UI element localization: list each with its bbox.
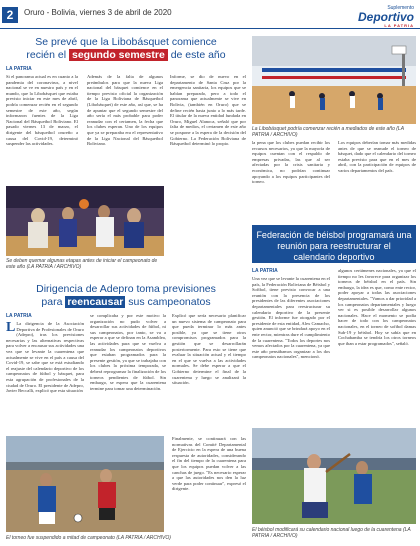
supplement-name: Deportivo <box>357 10 414 24</box>
header-rule <box>0 28 420 29</box>
article1-photo-caption <box>6 258 166 270</box>
article3-col2-text: algunos certámenes nacionales, ya que el tiempo no les favorece para organizar los torneos de béisbol en el país. Sin embargo, la idea es que, como ente rector, poder apoyar a todas las asociaciones departamentales. "Vamos a dar prioridad a los campeonatos departamentales y luego ver si es posible desarrollar algunos nacionales. Hace el momento se podía hacer de todo con los campeonatos nacionales, en el torneo de softbol damas Sub-19 y béisbol. Hoy se sabía que en Cochabamba se tendría los otros torneos que iban a estar programados", señaló. <box>338 268 416 346</box>
arena-caption-text: La Libobásquet podría comenzar recién a mediados de este año <box>252 126 395 132</box>
article2-headline-highlight: reencausar <box>67 296 124 308</box>
article2-column-4 <box>172 436 246 532</box>
article3-col1-text: Una vez que se levante la cuarentena en el país, la Federación Boliviana de Béisbol y Softbol, tiene previsto convocar a una reunión con la presencia de los presidentes de las diferentes asociaciones departamentales para reestructurar su calendario deportivo de la presente gestión. El informe fue otorgado por el presidente de esta entidad, Alex Camacho, quien anunció que se brindará apoyo en el ente rector, mientras dure el cumplimiento de la cuarentena. "Todos los deportes nos vemos afectados por la cuarentena, ya que este año pensábamos organizar a los dos campeonatos nacionales", mencionó. <box>252 276 330 360</box>
page-number: 2 <box>2 7 18 23</box>
article2-caption-credit: (LA PATRIA / ARCHIVO) <box>116 535 171 541</box>
article2-col3-text: Explicó que sería necesario planificar un nuevo sistema de campeonato para que pueda terminar lo más antes posible, ya que se tiene otros compromisos programados para la gestión que se desarrollarán posteriormente. Para esto se tiene que evaluar la situación actual y el tiempo en el que se vuelva a las actividades normales. Se debe esperar a que el Gobierno determine el final de la cuarentena y luego se analizará la situación. <box>172 313 246 386</box>
right-column-2 <box>338 140 416 220</box>
supplement-label: Suplemento <box>387 5 414 11</box>
arena-caption-credit: (LA PATRIA / ARCHIVO) <box>252 126 404 138</box>
article2-byline: LA PATRIA <box>6 313 32 319</box>
article1-headline-mid: recién el <box>26 49 69 61</box>
article2-dropcap: L <box>6 321 16 335</box>
article2-column-1 <box>6 321 84 433</box>
article3-caption-credit: (LA PATRIA / ARCHIVO) <box>252 527 411 539</box>
article1-col3-text: Informe, se dio de nuevo en el departamento de Santa Cruz por la emergencia sanitaria, los equipos que se habían preparado, pero a todo el panorama que actualmente se vive en Bolivia, (también en Oruro) que se define recién hasta junio a lo más tarde. El titular de la nueva entidad fundada en Oruro, Miguel Alanoca, señaló que por falta de medios, el certamen de este año se pospone a la espera de la decisión del Gobierno. La Federación Boliviana de Básquetbol determinó lo propio. <box>170 74 246 147</box>
dateline: Oruro - Bolivia, viernes 3 de abril de 2020 <box>24 8 172 17</box>
article2-col4-text: Finalmente, se continuará con las normativas del Comité Departamental de Ejercicio en la espera de una buena respuesta de autoridades, considerando el fin del tiempo de la cuarentena para que los equipos puedan volver a las canchas de juego. "Es necesario esperar a que las autoridades nos den la luz verde para poder continuar", expresó el dirigente. <box>172 436 246 492</box>
article3-column-2 <box>338 268 416 424</box>
article1-col2-text: Además de la falta de algunos preámbulos para que la nueva Liga nacional del básquet comience en el tiempo previsto oficial la organización de la Liga Boliviana de Básquetbol (Libobásquet) de este año, así que, se ha de apuntar que el segundo semestre del año sería el más probable para poder reanudar con el certamen, la fecha que los clubes esperan. Uno de los equipos que ya se preparaba era el representativo de la Liga Nacional del Básquetbol Boliviano. <box>87 74 163 147</box>
soccer-scene-image <box>6 436 164 532</box>
article2-col1-text: La dirigencia de la Asociación Deportiva de Profesionales de Oruro (Adepro), tras los previsiones necesarias y las alternativas respectivas para volver a encausar sus actividades una vez que se levante la cuarentena que actualmente se vive en el país a causa del Covid-19, se sabe que se está estudiando el reajuste del calendario deportivo de los campeonatos de fútbol y básquet, para esta agrupación de profesionales de la ciudad de Oruro. El presidente de Adepro, Javier Beccalli, explicó que esta situación <box>6 321 84 394</box>
baseball-scene-image <box>252 428 416 524</box>
article1-caption-credit: (LA PATRIA / ARCHIVO) <box>26 264 82 270</box>
article1-headline-post: de este año <box>167 49 226 61</box>
article2-headline-pre: para <box>41 296 66 308</box>
page-header <box>0 0 420 30</box>
article2-photo-caption <box>6 535 246 541</box>
arena-photo-caption <box>252 126 416 138</box>
basketball-arena-image <box>252 36 416 124</box>
article2-headline-line1: Dirigencia de Adepro toma previsiones <box>36 283 216 295</box>
article1-headline-line1: Se prevé que la Libobásquet comience <box>35 36 217 48</box>
right-col2-text: Los equipos deberían tomar más medidas antes de que se reanude el torneo de básquet, dado que el calendario del torneo estaba previsto para que en el mes de abril, con la participación de equipos de varios departamentos del país. <box>338 140 416 173</box>
article1-headline <box>6 36 246 62</box>
article1-headline-highlight: segundo semestre <box>69 49 168 61</box>
article3-headline: Federación de béisbol programará una reunión para reestructurar el calendario deportivo <box>252 225 416 263</box>
article2-headline-post: sus campeonatos <box>125 296 211 308</box>
article3-column-1 <box>252 276 330 424</box>
supplement-sub: LA PATRIA <box>384 23 414 28</box>
supplement-logo <box>358 5 414 28</box>
right-column-1 <box>252 140 330 220</box>
article2-caption-text: El torneo fue suspendido a mitad de campeonato <box>6 535 115 541</box>
article1-caption-text: Se deben quemar algunas etapas antes de iniciar el campeonato de este año <box>6 258 158 270</box>
article3-byline: LA PATRIA <box>252 268 278 274</box>
article3-photo-caption <box>252 527 416 539</box>
arena-photo <box>252 36 416 124</box>
article2-photo <box>6 436 164 532</box>
article1-col1-text: Si el panorama actual es en cuanto a la pandemia del coronavirus, a nivel nacional se ve en nuestro país y en el mundo, que la Libobásquet que estaba previsto iniciar en este mes de abril, podría comenzar recién en el segundo semestre de este año, según informaron fuentes de la Liga Nacional del Básquetbol Boliviano. El pasado viernes 13 de marzo, el dirigente del básquetbol orureño a causa del Covid-19, determinó suspender las actividades. <box>6 74 78 147</box>
article1-column-2 <box>87 74 163 182</box>
article1-column-1 <box>6 74 78 182</box>
article3-photo <box>252 428 416 524</box>
right-col1-text: la pena que los clubes puedan recibir los recursos necesarios, ya que la mayoría de equipos cuentan con el respaldo de empresas privadas, las que al ser afectadas por la crisis sanitaria y económica, no podrían continuar apoyando a los equipos participantes del torneo. <box>252 140 330 185</box>
article2-column-3 <box>172 313 246 433</box>
article1-column-3 <box>170 74 246 254</box>
basketball-scene-image <box>6 186 164 256</box>
article3-caption-text: El béisbol modificará su calendario nacional luego de la cuarentena <box>252 527 402 533</box>
article2-column-2 <box>90 313 166 433</box>
article1-byline: LA PATRIA <box>6 66 32 72</box>
article2-headline <box>6 283 246 309</box>
article1-photo <box>6 186 164 256</box>
article2-col2-text: se complicaba y por este motivo la organización no pudo volver a desarrollar sus actividades de fútbol, ni sus campeonatos, por tanto, se va a esperar a que se definan en la Asamblea, las actividades para que se vuelva a reanudar los campeonatos deportivos que estaban programados para la presente gestión, ya que se trabajaba con los clubes la próxima temporada, se deberá reprogramar la finalización de los torneos pendientes de fútbol. Sin embargo, se espera que la cuarentena termine para tomar una determinación. <box>90 313 166 391</box>
